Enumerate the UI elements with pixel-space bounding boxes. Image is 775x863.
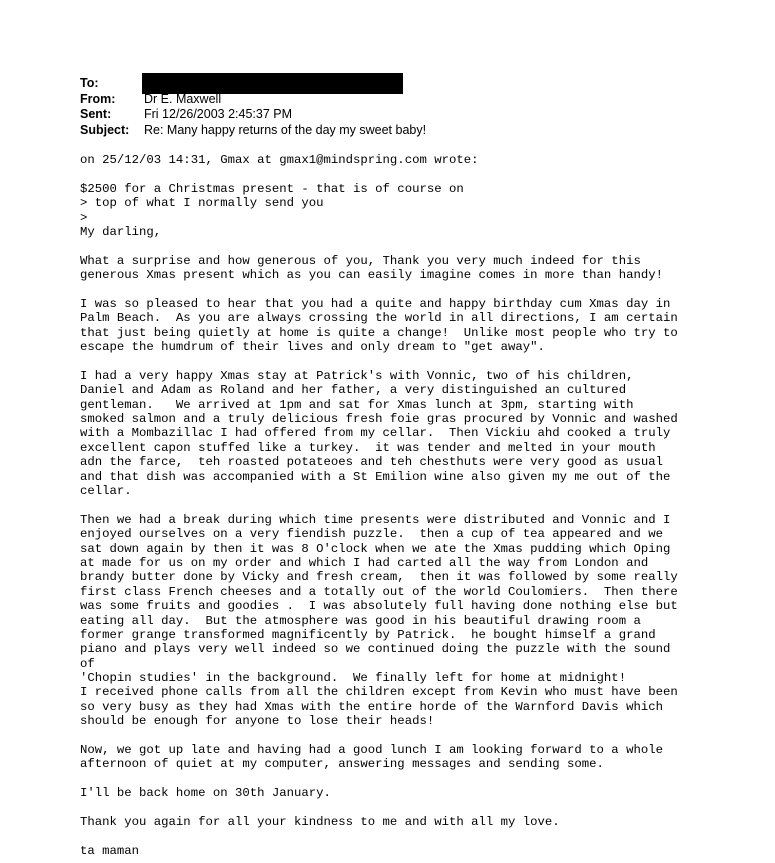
- body-line: What a surprise and how generous of you, Thank you very much indeed for this: [80, 253, 641, 268]
- body-line: sat down again by then it was 8 O'clock when we ate the Xmas pudding which Oping: [80, 541, 671, 556]
- body-line: Palm Beach. As you are always crossing the world in all directions, I am certain: [80, 311, 678, 326]
- body-line: >: [80, 210, 88, 225]
- body-line: I received phone calls from all the children except from Kevin who must have been: [80, 685, 678, 700]
- body-line: afternoon of quiet at my computer, answering messages and sending some.: [80, 757, 604, 772]
- subject-row: [80, 123, 720, 139]
- from-row: [80, 92, 720, 108]
- to-label: To:: [80, 76, 99, 90]
- body-line: former grange transformed magnificently by Patrick. he bought himself a grand: [80, 627, 656, 642]
- body-line: with a Mombazillac I had offered from my cellar. Then Vickiu ahd cooked a truly: [80, 426, 671, 441]
- blank-line: [80, 354, 760, 368]
- body-line: and that dish was accompanied with a St Emilion wine also given my me out of the: [80, 469, 671, 484]
- body-line: of: [80, 656, 95, 671]
- body-line: I'll be back home on 30th January.: [80, 786, 331, 801]
- body-line: ta maman: [80, 843, 140, 858]
- body-line: cellar.: [80, 483, 132, 498]
- body-line: smoked salmon and a truly delicious fresh foie gras procured by Vonnic and washed: [80, 412, 678, 427]
- to-row: [80, 76, 720, 92]
- body-line: eating all day. But the atmosphere was good in his beautiful drawing room a: [80, 613, 641, 628]
- body-line: > top of what I normally send you: [80, 196, 324, 211]
- body-line: escape the humdrum of their lives and only dream to "get away".: [80, 340, 545, 355]
- body-line: I had a very happy Xmas stay at Patrick's with Vonnic, two of his children,: [80, 368, 634, 383]
- body-line: gentleman. We arrived at 1pm and sat for Xmas lunch at 3pm, starting with: [80, 397, 634, 412]
- body-line: enjoyed ourselves on a very fiendish puzzle. then a cup of tea appeared and we: [80, 527, 663, 542]
- body-line: $2500 for a Christmas present - that is of course on: [80, 181, 464, 196]
- body-line: My darling,: [80, 224, 162, 239]
- body-line: first class French cheeses and a totally out of the world Coulomiers. Then there: [80, 584, 678, 599]
- body-line: Thank you again for all your kindness to me and with all my love.: [80, 814, 560, 829]
- email-body: [80, 153, 760, 858]
- blank-line: [80, 772, 760, 786]
- body-line: generous Xmas present which as you can easily imagine comes in more than handy!: [80, 268, 663, 283]
- body-line: piano and plays very well indeed so we continued doing the puzzle with the sound: [80, 642, 671, 657]
- blank-line: [80, 801, 760, 815]
- from-label: From:: [80, 91, 116, 106]
- blank-line: [80, 283, 760, 297]
- subject-label: Subject:: [80, 122, 130, 137]
- body-line: brandy butter done by Vicky and fresh cream, then it was followed by some really: [80, 570, 678, 585]
- body-line: excellent capon stuffed like a turkey. it was tender and melted in your mouth: [80, 440, 656, 455]
- body-line: 'Chopin studies' in the background. We finally left for home at midnight!: [80, 671, 627, 686]
- blank-line: [80, 729, 760, 743]
- sent-label: Sent:: [80, 107, 112, 121]
- blank-line: [80, 829, 760, 843]
- body-line: on 25/12/03 14:31, Gmax at gmax1@mindspring.com wrote:: [80, 153, 479, 167]
- body-line: I was so pleased to hear that you had a quite and happy birthday cum Xmas day in: [80, 296, 671, 311]
- body-line: so very busy as they had Xmas with the entire horde of the Warnford Davis which: [80, 699, 663, 714]
- blank-line: [80, 167, 760, 181]
- body-line: adn the farce, teh roasted potateoes and teh chesthuts were very good as usual: [80, 455, 663, 470]
- blank-line: [80, 239, 760, 253]
- body-line: Then we had a break during which time presents were distributed and Vonnic and I: [80, 512, 671, 527]
- subject-value: Re: Many happy returns of the day my sweet baby!: [144, 122, 427, 137]
- body-line: that just being quietly at home is quite a change! Unlike most people who try to: [80, 325, 678, 340]
- sent-value: Fri 12/26/2003 2:45:37 PM: [144, 107, 293, 121]
- body-line: was some fruits and goodies . I was absolutely full having done nothing else but: [80, 599, 678, 614]
- body-line: Now, we got up late and having had a good lunch I am looking forward to a whole: [80, 743, 663, 758]
- email-header: [80, 76, 720, 138]
- sent-row: [80, 107, 720, 123]
- body-line: at made for us on my order and which I had carted all the way from London and: [80, 555, 649, 570]
- body-line: Daniel and Adam as Roland and her father, a very distinguished an cultured: [80, 383, 627, 398]
- body-line: should be enough for anyone to lose their heads!: [80, 714, 435, 729]
- blank-line: [80, 498, 760, 512]
- from-value: Dr E. Maxwell: [144, 91, 222, 106]
